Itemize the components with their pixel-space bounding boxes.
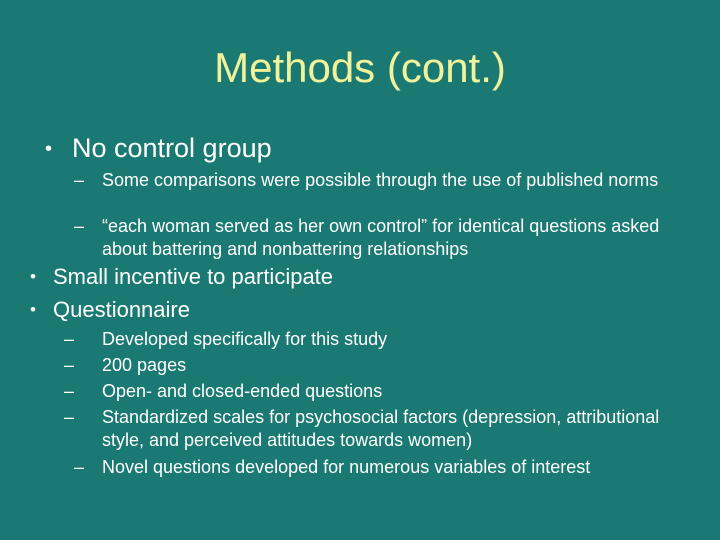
sub-item-text: Open- and closed-ended questions <box>102 381 383 401</box>
sub-bullet-mark: – <box>74 457 85 477</box>
sub-item-text: Novel questions developed for numerous variables of interest <box>102 457 591 477</box>
sub-item-text: “each woman served as her own control” for identical questions asked about battering and nonbattering relationships <box>102 216 660 259</box>
sub-bullet-mark: – <box>64 329 75 349</box>
bullet-mark: • <box>30 267 36 286</box>
sub-item-text: Some comparisons were possible through the use of published norms <box>102 170 659 190</box>
slide-title: Methods (cont.) <box>214 44 506 91</box>
bullet-text: Questionnaire <box>53 297 190 322</box>
sub-item-text: 200 pages <box>102 355 187 375</box>
bullet-mark: • <box>45 138 53 160</box>
sub-item-text: Developed specifically for this study <box>102 329 388 349</box>
bullet-text: Small incentive to participate <box>53 264 334 289</box>
sub-bullet-mark: – <box>74 216 85 236</box>
sub-bullet-mark: – <box>64 381 75 401</box>
sub-bullet-mark: – <box>74 170 85 190</box>
sub-bullet-mark: – <box>64 355 75 375</box>
sub-item-text: Standardized scales for psychosocial factors (depression, attributional style, and perceived attitudes towards women) <box>102 407 660 450</box>
bullet-text: No control group <box>72 133 272 163</box>
sub-bullet-mark: – <box>64 407 75 427</box>
bullet-mark: • <box>30 300 36 319</box>
